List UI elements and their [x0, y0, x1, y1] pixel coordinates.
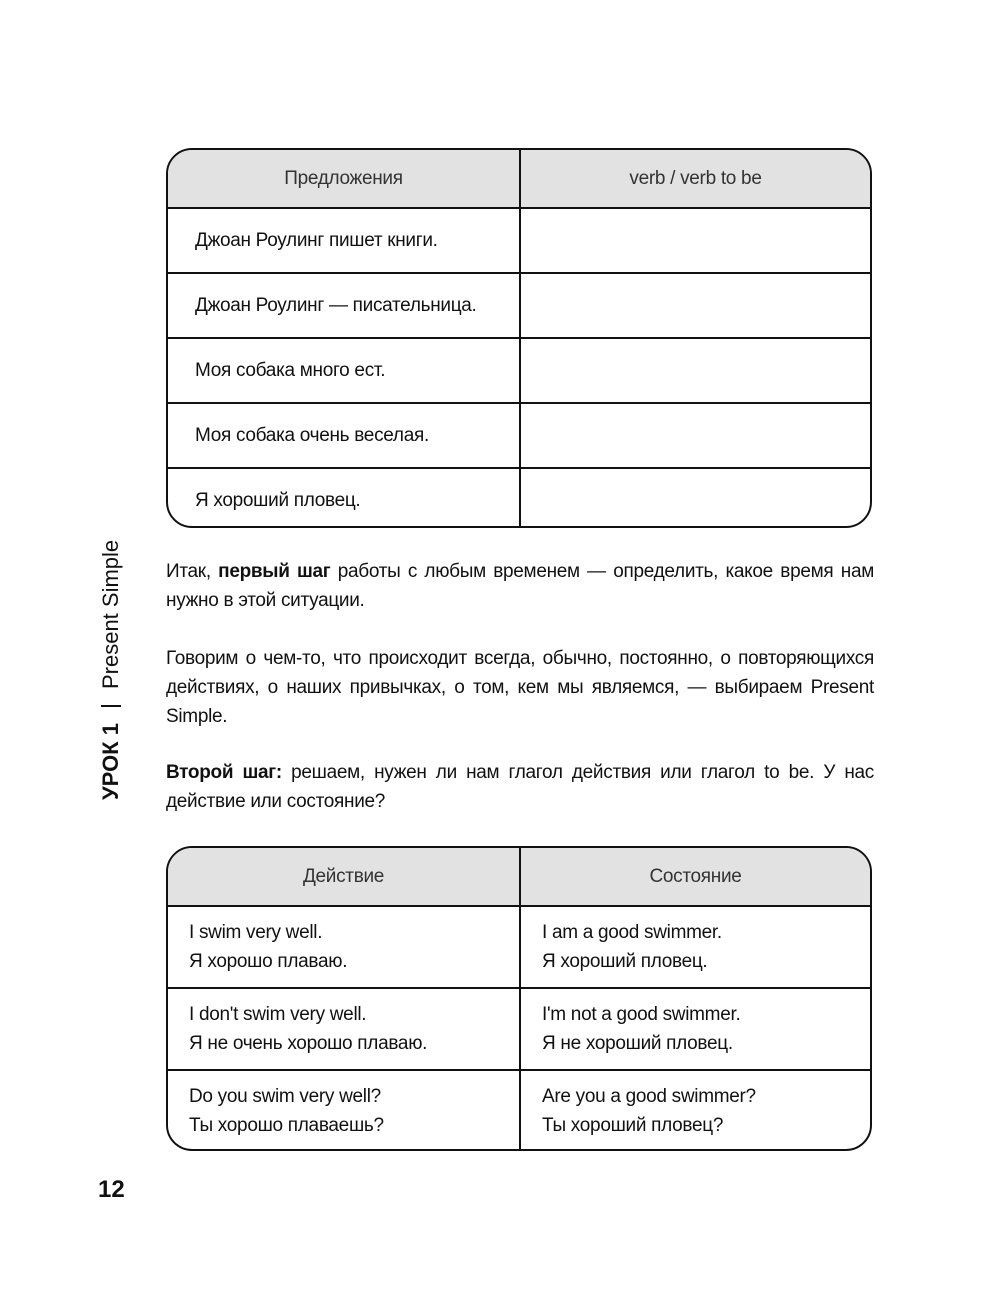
table-row	[168, 337, 870, 402]
russian-sentence: Я хороший пловец.	[542, 951, 708, 972]
exercise-table	[166, 148, 872, 528]
page-number: 12	[98, 1176, 125, 1203]
russian-sentence: Ты хорошо плаваешь?	[189, 1115, 384, 1136]
sentence-cell: Я хороший пловец.	[195, 489, 361, 511]
header-sentences: Предложения	[284, 167, 403, 189]
sentence-cell: Моя собака много ест.	[195, 359, 386, 381]
russian-sentence: Ты хороший пловец?	[542, 1115, 724, 1136]
table-row	[168, 402, 870, 467]
header-separator	[101, 705, 121, 707]
answer-cell[interactable]	[519, 339, 870, 402]
answer-cell[interactable]	[519, 404, 870, 467]
lesson-side-header	[96, 540, 126, 800]
paragraph-first-step	[166, 557, 874, 615]
english-sentence: I don't swim very well.	[189, 1004, 367, 1025]
answer-cell[interactable]	[519, 274, 870, 337]
table-row	[168, 987, 870, 1069]
table-header-row	[168, 848, 870, 905]
lesson-label: УРОК 1	[98, 723, 123, 800]
action-cell	[168, 989, 519, 1069]
english-sentence: I swim very well.	[189, 922, 323, 943]
english-sentence: I'm not a good swimmer.	[542, 1004, 741, 1025]
state-cell	[519, 1071, 870, 1151]
table-row	[168, 1069, 870, 1151]
paragraph-second-step	[166, 758, 874, 816]
answer-cell[interactable]	[519, 209, 870, 272]
russian-sentence: Я не хороший пловец.	[542, 1033, 733, 1054]
answer-cell[interactable]	[519, 469, 870, 528]
paragraph-present-simple: Говорим о чем-то, что происходит всегда, обычно, постоянно, о повторяющихся действиях, о наших привычках, о том, кем мы являемся, — выбираем Present Simple.	[166, 648, 874, 727]
state-cell	[519, 989, 870, 1069]
state-cell	[519, 907, 870, 987]
sentence-cell: Джоан Роулинг — писательница.	[195, 294, 477, 316]
table-header-row	[168, 150, 870, 207]
english-sentence: I am a good swimmer.	[542, 922, 722, 943]
action-state-table	[166, 846, 872, 1151]
header-action: Действие	[302, 865, 385, 887]
russian-sentence: Я хорошо плаваю.	[189, 951, 348, 972]
table-row	[168, 272, 870, 337]
bold-phrase: первый шаг	[218, 561, 331, 582]
action-cell	[168, 1071, 519, 1151]
table-row	[168, 207, 870, 272]
sentence-cell: Джоан Роулинг пишет книги.	[195, 229, 438, 251]
text-span: решаем, нужен ли нам глагол действия или глагол to be. У нас действие или состояние?	[166, 762, 874, 812]
table-row	[168, 905, 870, 987]
table-row	[168, 467, 870, 528]
english-sentence: Are you a good swimmer?	[542, 1086, 756, 1107]
text-span: Итак,	[166, 561, 219, 582]
sentence-cell: Моя собака очень веселая.	[195, 424, 429, 446]
header-verb-type: verb / verb to be	[519, 150, 870, 207]
russian-sentence: Я не очень хорошо плаваю.	[189, 1033, 428, 1054]
header-state: Состояние	[519, 848, 870, 905]
english-sentence: Do you swim very well?	[189, 1086, 381, 1107]
action-cell	[168, 907, 519, 987]
text-span: работы с любым временем — определить, какое время нам нужно в этой ситуации.	[166, 561, 874, 611]
bold-phrase: Второй шаг:	[166, 762, 282, 783]
lesson-topic: Present Simple	[98, 539, 123, 690]
